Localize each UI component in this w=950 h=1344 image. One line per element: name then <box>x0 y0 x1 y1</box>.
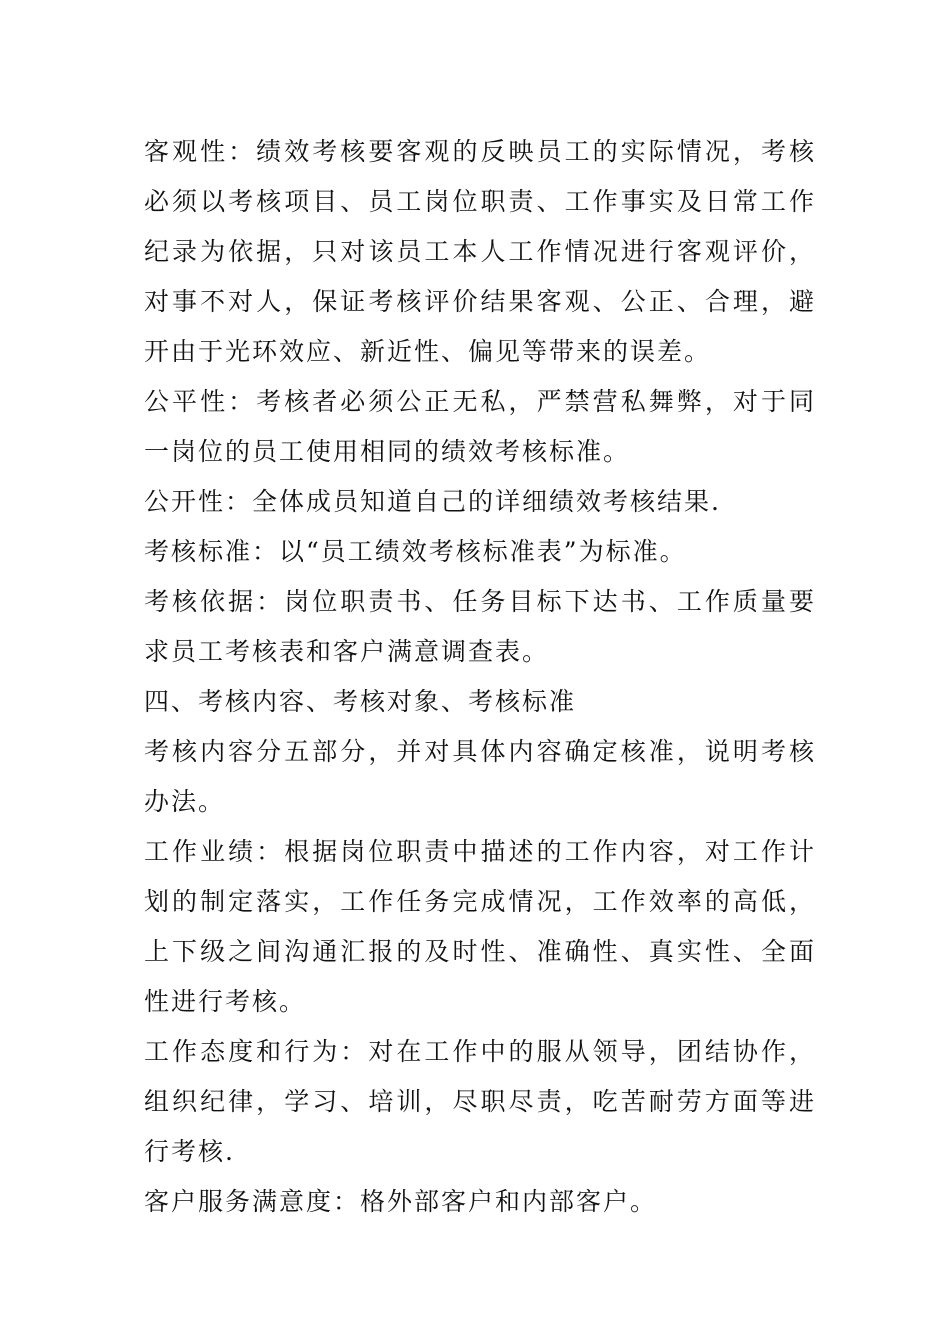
section-heading-four: 四、考核内容、考核对象、考核标准 <box>144 687 577 716</box>
paragraph-objectivity: 客观性：绩效考核要客观的反映员工的实际情况，考核必须以考核项目、员工岗位职责、工作事实及日常工作纪录为依据，只对该员工本人工作情况进行客观评价，对事不对人，保证考核评价结果客观、公正、合理，避开由于光环效应、新近性、偏见等带来的误差。 <box>144 137 816 366</box>
paragraph-customer-satisfaction: 客户服务满意度：格外部客户和内部客户。 <box>144 1187 658 1216</box>
paragraph-assessment-standard: 考核标准：以“员工绩效考核标准表”为标准。 <box>144 537 687 566</box>
paragraph-openness: 公开性：全体成员知道自己的详细绩效考核结果. <box>144 487 721 516</box>
paragraph-content-overview: 考核内容分五部分，并对具体内容确定核准，说明考核办法。 <box>144 737 816 816</box>
paragraph-assessment-basis: 考核依据：岗位职责书、任务目标下达书、工作质量要求员工考核表和客户满意调查表。 <box>144 587 816 666</box>
paragraph-work-attitude: 工作态度和行为：对在工作中的服从领导，团结协作，组织纪律，学习、培训，尽职尽责，吃苦耐劳方面等进行考核. <box>144 1037 816 1166</box>
document-page <box>144 127 816 1227</box>
paragraph-fairness: 公平性：考核者必须公正无私，严禁营私舞弊，对于同一岗位的员工使用相同的绩效考核标准。 <box>144 387 816 466</box>
paragraph-work-performance: 工作业绩：根据岗位职责中描述的工作内容，对工作计划的制定落实，工作任务完成情况，工作效率的高低，上下级之间沟通汇报的及时性、准确性、真实性、全面性进行考核。 <box>144 837 816 1016</box>
